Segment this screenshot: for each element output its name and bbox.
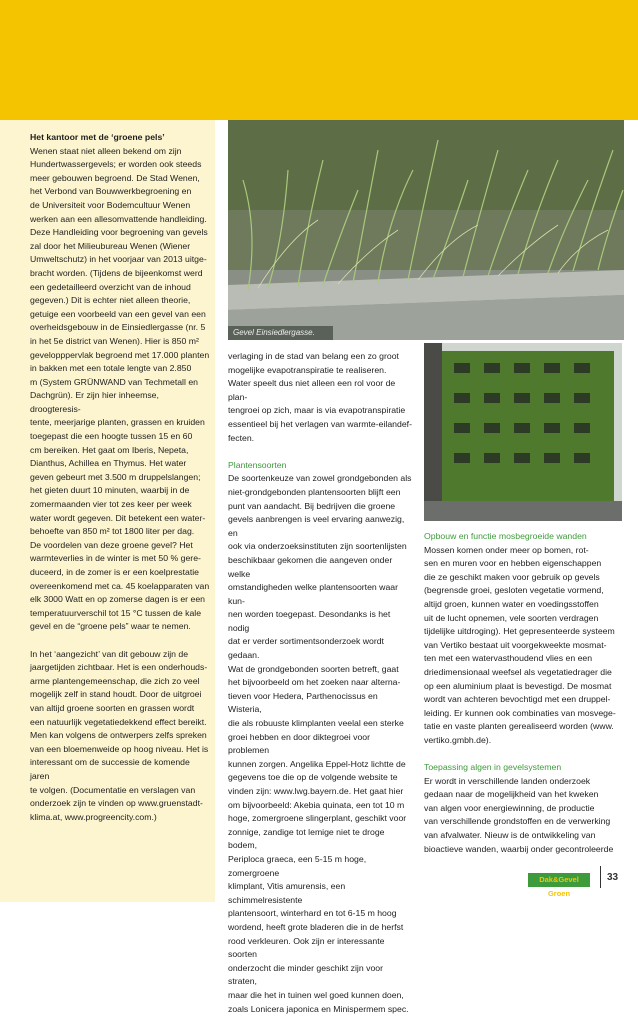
paragraph-gap [424, 748, 620, 762]
text-line: het gieten duurt 10 minuten, waarbij in de [30, 484, 211, 498]
text-line: te volgen. (Documentatie en verslagen van [30, 784, 211, 798]
text-line: maar die het in tuinen wel goed kunnen doen, [228, 989, 412, 1003]
text-line: m (System GRÜNWAND van Techmetall en [30, 376, 211, 390]
text-line: van een bloemenweide op hoog niveau. Het is [30, 743, 211, 757]
text-line: van altijd groene soorten en grassen wordt [30, 702, 211, 716]
column-2 [228, 350, 412, 1016]
col2-paragraph-1 [228, 350, 412, 445]
text-line: Er wordt in verschillende landen onderzoek [424, 775, 620, 789]
text-line: dat er verder sortimentsonderzoek wordt gedaan. [228, 635, 412, 662]
column-1 [30, 131, 211, 824]
text-line: ten met een watervasthoudend vlies en een [424, 652, 620, 666]
planter-photo-graphic [228, 120, 624, 340]
text-line: gevels aanbrengen is veel ervaring aanwezig, en [228, 513, 412, 540]
text-line: een gedetailleerd overzicht van de inhoud [30, 281, 211, 295]
text-line: zonnige, zandige tot lemige niet te droge bodem, [228, 826, 412, 853]
text-line: Dianthus, Achillea en Thymus. Het water [30, 457, 211, 471]
text-line: (begrensde groei, gesloten vegetatie vormend, [424, 584, 620, 598]
paragraph-gap [30, 634, 211, 648]
text-line: klimplant, Vitis amurensis, een schimmelresistente [228, 880, 412, 907]
text-line: bioactieve wanden, waarbij onder gecontroleerde [424, 843, 620, 857]
text-line: In het ‘aangezicht’ van dit gebouw zijn de [30, 648, 211, 662]
text-line: behoefte van 850 m² tot 1800 liter per dag. [30, 525, 211, 539]
footer-divider [600, 866, 601, 888]
text-line: niet-grondgebonden plantensoorten blijft een [228, 486, 412, 500]
text-line: verlaging in de stad van belang een zo groot [228, 350, 412, 364]
text-line: Dachgrün). Er zijn hier inheemse, droogteresis- [30, 389, 211, 416]
text-line: het bijvoorbeeld om het zoeken naar alterna- [228, 676, 412, 690]
col3-paragraph-2 [424, 775, 620, 857]
text-line: rood verkleuren. Ook zijn er interessante soorten [228, 935, 412, 962]
text-line: tente, meerjarige planten, grassen en kruiden [30, 416, 211, 430]
text-line: hoge, zomergroene slingerplant, geschikt voor [228, 812, 412, 826]
text-line: van algen voor energiewinning, de productie [424, 802, 620, 816]
text-line: onderzocht die minder geschikt zijn voor straten, [228, 962, 412, 989]
text-line: tatie en vaste planten gerealiseerd worden (www. [424, 720, 620, 734]
top-color-band [0, 0, 638, 120]
text-line: van Vertiko bestaat uit voorgekweekte mosmat- [424, 639, 620, 653]
text-line: uit de lucht opnemen, vele soorten verdragen [424, 612, 620, 626]
text-line: klima.at, www.progreencity.com.) [30, 811, 211, 825]
photo-caption: Gevel Einsiedlergasse. [228, 326, 333, 340]
photo-green-building [424, 343, 622, 521]
text-line: getuige een voorbeeld van een gevel van een [30, 308, 211, 322]
text-line: onderzoek zijn te vinden op www.gruenstadt- [30, 797, 211, 811]
text-line: van afvalwater. Nieuw is de ontwikkeling van [424, 829, 620, 843]
text-line: water wordt gegeven. Dit betekent een water- [30, 512, 211, 526]
text-line: elk 3000 Watt en op zomerse dagen is er een [30, 593, 211, 607]
text-line: warmteverlies in de winter is met 50 % gere- [30, 552, 211, 566]
text-line: toegepast die een hoogte tussen 15 en 60 [30, 430, 211, 444]
col1-paragraph-2 [30, 648, 211, 825]
section-heading-mosbegroeide-wanden: Opbouw en functie mosbegroeide wanden [424, 530, 620, 544]
text-line: vinden zijn: www.lwg.bayern.de. Het gaat hier [228, 785, 412, 799]
text-line: tengroei op zich, maar is via evapotranspiratie [228, 404, 412, 418]
text-line: De voordelen van deze groene gevel? Het [30, 539, 211, 553]
text-line: omstandigheden welke plantensoorten waar kun- [228, 581, 412, 608]
text-line: plantensoort, winterhard en tot 6-15 m hoog [228, 907, 412, 921]
text-line: altijd groen, kunnen water en voedingsstoffen [424, 598, 620, 612]
text-line: temperatuurverschil tot 15 °C tussen de kale [30, 607, 211, 621]
text-line: gegevens toe die op de volgende website te [228, 771, 412, 785]
col2-paragraph-2 [228, 472, 412, 1016]
text-line: bracht worden. (Tijdens de bijeenkomst werd [30, 267, 211, 281]
text-line: groei hebben en door diktegroei voor problemen [228, 731, 412, 758]
text-line: Mossen komen onder meer op bomen, rot- [424, 544, 620, 558]
text-line: Wenen staat niet alleen bekend om zijn [30, 145, 211, 159]
text-line: Umweltschutz) in het voorjaar van 2013 uitge- [30, 253, 211, 267]
text-line: kunnen zorgen. Angelika Eppel-Hotz lichtte de [228, 758, 412, 772]
col3-paragraph-1 [424, 544, 620, 748]
text-line: gegeven.) Dit is echter niet alleen theorie, [30, 294, 211, 308]
text-line: het Verbond van Bouwwerkbegroening en [30, 185, 211, 199]
text-line: tijdelijke uitdroging). Het gepresenteerde systeem [424, 625, 620, 639]
text-line: zoals Lonicera japonica en Minispermem spec. [228, 1003, 412, 1016]
paragraph-gap [228, 445, 412, 459]
text-line: zomermaanden vier tot zes keer per week [30, 498, 211, 512]
column-3 [424, 530, 620, 856]
text-line: nen worden toegepast. Desondanks is het nodig [228, 608, 412, 635]
text-line: leiding. Er kunnen ook combinaties van mosvege- [424, 707, 620, 721]
text-line: jaargetijden zichtbaar. Het is een onderhouds- [30, 661, 211, 675]
text-line: cm bereiken. Het gaat om Iberis, Nepeta, [30, 444, 211, 458]
text-line: arme plantengemeenschap, die zich zo veel [30, 675, 211, 689]
magazine-logo: Dak&Gevel Groen [528, 873, 590, 887]
text-line: geven gebeurt met 3.500 m druppelslangen; [30, 471, 211, 485]
text-line: die ze geschikt maken voor gebruik op gevels [424, 571, 620, 585]
text-line: duceerd, in de zomer is er een koelprestatie [30, 566, 211, 580]
text-line: zal door het Milieubureau Wenen (Wiener [30, 240, 211, 254]
text-line: punt van aandacht. Bij bedrijven die groene [228, 500, 412, 514]
text-line: sen en muren voor en hebben eigenschappen [424, 557, 620, 571]
text-line: Hundertwassergevels; er worden ook steeds [30, 158, 211, 172]
text-line: gevelopppervlak begroend met 17.000 planten [30, 349, 211, 363]
section-heading-plantensoorten: Plantensoorten [228, 459, 412, 473]
text-line: van verschillende grondstoffen en de verwerking [424, 815, 620, 829]
col1-paragraph-1 [30, 145, 211, 634]
text-line: een natuurlijk vegetatiedekkend effect bereikt. [30, 716, 211, 730]
text-line: mogelijke evapotranspiratie te realiseren. [228, 364, 412, 378]
text-line: werken aan een allesomvattende handleiding. [30, 213, 211, 227]
text-line: gevel en de “groene pels” waar te nemen. [30, 620, 211, 634]
text-line: essentieel bij het verlagen van warmte-eilandef- [228, 418, 412, 432]
text-line: die als robuuste klimplanten veelal een sterke [228, 717, 412, 731]
text-line: mogelijk zelf in stand houdt. Door de uitgroei [30, 688, 211, 702]
text-line: in bakken met een totale lengte van 2.850 [30, 362, 211, 376]
text-line: driedimensionaal weefsel als vegetatiedrager die [424, 666, 620, 680]
text-line: vertiko.gmbh.de). [424, 734, 620, 748]
text-line: de Universiteit voor Bodemcultuur Wenen [30, 199, 211, 213]
text-line: fecten. [228, 432, 412, 446]
text-line: Wat de grondgebonden soorten betreft, gaat [228, 663, 412, 677]
photo-planter-facade [228, 120, 624, 340]
text-line: wordt van achteren bevochtigd met een druppel- [424, 693, 620, 707]
text-line: Periploca graeca, een 5-15 m hoge, zomergroene [228, 853, 412, 880]
text-line: tieven voor Hedera, Parthenocissus en Wisteria, [228, 690, 412, 717]
text-line: ook via onderzoeksinstituten zijn soortenlijsten [228, 540, 412, 554]
text-line: De soortenkeuze van zowel grondgebonden als [228, 472, 412, 486]
text-line: om bijvoorbeeld: Akebia quinata, een tot 10 m [228, 799, 412, 813]
text-line: op een aluminium plaat is bevestigd. De mosmat [424, 680, 620, 694]
text-line: Water speelt dus niet alleen een rol voor de plan- [228, 377, 412, 404]
text-line: meer gebouwen begroend. De Stad Wenen, [30, 172, 211, 186]
text-line: Deze Handleiding voor begroening van gevels [30, 226, 211, 240]
page-number: 33 [607, 872, 618, 883]
section-heading-algen-gevelsystemen: Toepassing algen in gevelsystemen [424, 761, 620, 775]
text-line: in het 5e district van Wenen). Hier is 850 m² [30, 335, 211, 349]
text-line: overheidsgebouw in de Einsiedlergasse (nr. 5 [30, 321, 211, 335]
article-title: Het kantoor met de ‘groene pels’ [30, 131, 211, 145]
text-line: overeenkomend met ca. 45 koelapparaten van [30, 580, 211, 594]
text-line: beschikbaar gekomen die aangeven onder welke [228, 554, 412, 581]
text-line: wordend, heeft grote bladeren die in de herfst [228, 921, 412, 935]
building-photo-graphic [424, 343, 622, 521]
text-line: Men kan volgens de ontwerpers zelfs spreken [30, 729, 211, 743]
text-line: interessant om de successie de komende jaren [30, 756, 211, 783]
text-line: gedaan naar de mogelijkheid van het kweken [424, 788, 620, 802]
